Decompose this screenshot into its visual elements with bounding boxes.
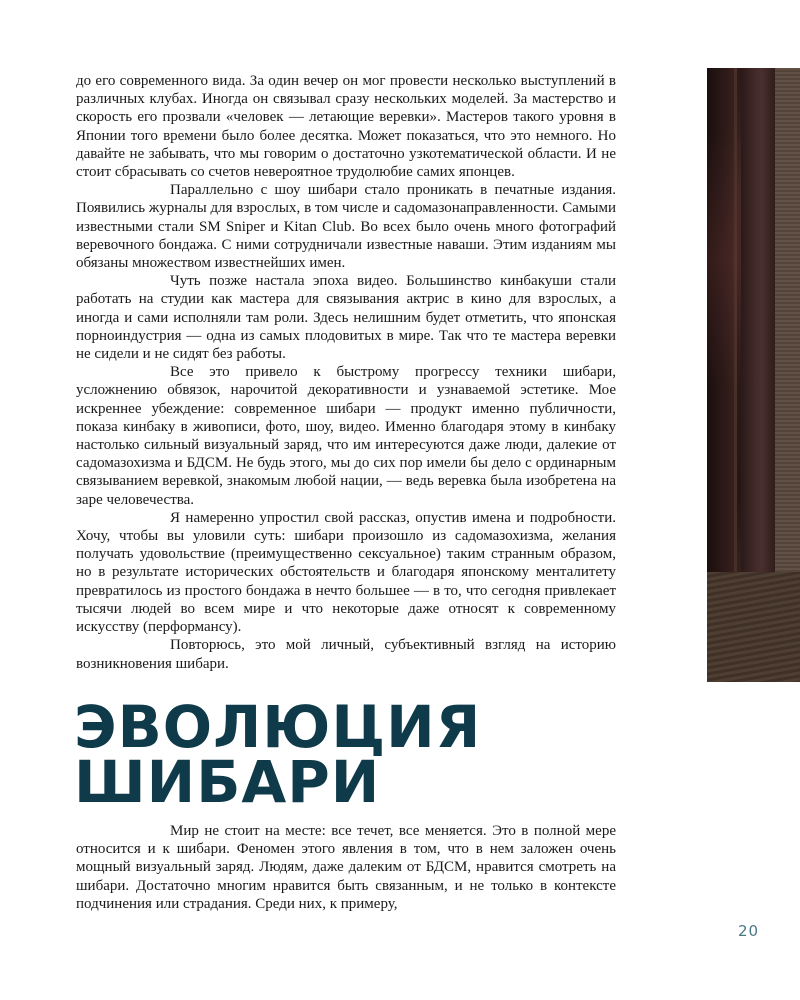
paragraph: Все это привело к быстрому прогрессу техники шибари, усложнению обвязок, нарочитой декоративности и узнаваемой эстетике. Мое искреннее убеждение: современное шибари — продукт именно публичности, показа кинбаку в живописи, фото, шоу, видео. Именно благодаря этому в кинбаку настолько сильный визуальный заряд, что им интересуются даже люди, далекие от садомазохизма и БДСМ. Не будь этого, мы до сих пор имели бы дело с ординарным связыванием веревкой, знакомым любой нации, — ведь веревка была изобретена на заре человечества.	[76, 364, 616, 508]
section-heading-line-1: ЭВОЛЮЦИЯ	[74, 693, 482, 761]
body-text-bottom	[76, 822, 616, 913]
section-heading-line-2: ШИБАРИ	[74, 748, 381, 816]
paragraph: Повторюсь, это мой личный, субъективный взгляд на историю возникновения шибари.	[76, 637, 616, 672]
photo-interior	[707, 68, 800, 682]
photo-pillar	[741, 68, 775, 628]
body-text-top	[76, 72, 616, 673]
paragraph: Мир не стоит на месте: все течет, все меняется. Это в полной мере относится и к шибари. Феномен этого явления в том, что в нем заложен очень мощный визуальный заряд. Людям, даже далеким от БДСМ, нравится смотреть на шибари. Достаточно многим нравится быть связанным, и не только в контексте подчинения или страдания. Среди них, к примеру,	[76, 823, 616, 912]
photo-glow	[707, 128, 741, 388]
paragraph: Чуть позже настала эпоха видео. Большинство кинбакуши стали работать на студии как мастера для связывания актрис в кино для взрослых, а иногда и сами исполняли там роли. Здесь нелишним будет отметить, что японская порноиндустрия — одна из самых плодовитых в мире. Так что те мастера веревки не сидели и не сидят без работы.	[76, 273, 616, 363]
page-number: 20	[738, 922, 760, 940]
paragraph: до его современного вида. За один вечер он мог провести несколько выступлений в различных клубах. Иногда он связывал сразу нескольких моделей. За мастерство и скорость его прозвали «человек — летающие веревки». Мастеров такого уровня в Японии того времени было более десятка. Может показаться, что это немного. Но давайте не забывать, что мы говорим о достаточно узкотематической области. И не стоит сбрасывать со счетов невероятное трудолюбие самих японцев.	[76, 73, 616, 181]
paragraph: Я намеренно упростил свой рассказ, опустив имена и подробности. Хочу, чтобы вы уловили суть: шибари произошло из садомазохизма, желания получать удовольствие (преимущественно сексуальное) таким странным образом, но в результате исторических обстоятельств и благодаря японскому менталитету превратилось из простого бондажа в нечто большее — в то, что сегодня привлекает тысячи людей во всем мире и что некоторые даже относят к современному искусству (перформансу).	[76, 509, 616, 636]
section-heading	[74, 693, 674, 816]
photo-floor	[707, 572, 800, 682]
paragraph: Параллельно с шоу шибари стало проникать в печатные издания. Появились журналы для взрослых, в том числе и садомазонаправленности. Самыми известными стали SM Sniper и Kitan Club. Во всех было очень много фотографий веревочного бондажа. С ними сотрудничали известные наваши. Этим изданиям мы обязаны множеством известнейших имен.	[76, 182, 616, 272]
